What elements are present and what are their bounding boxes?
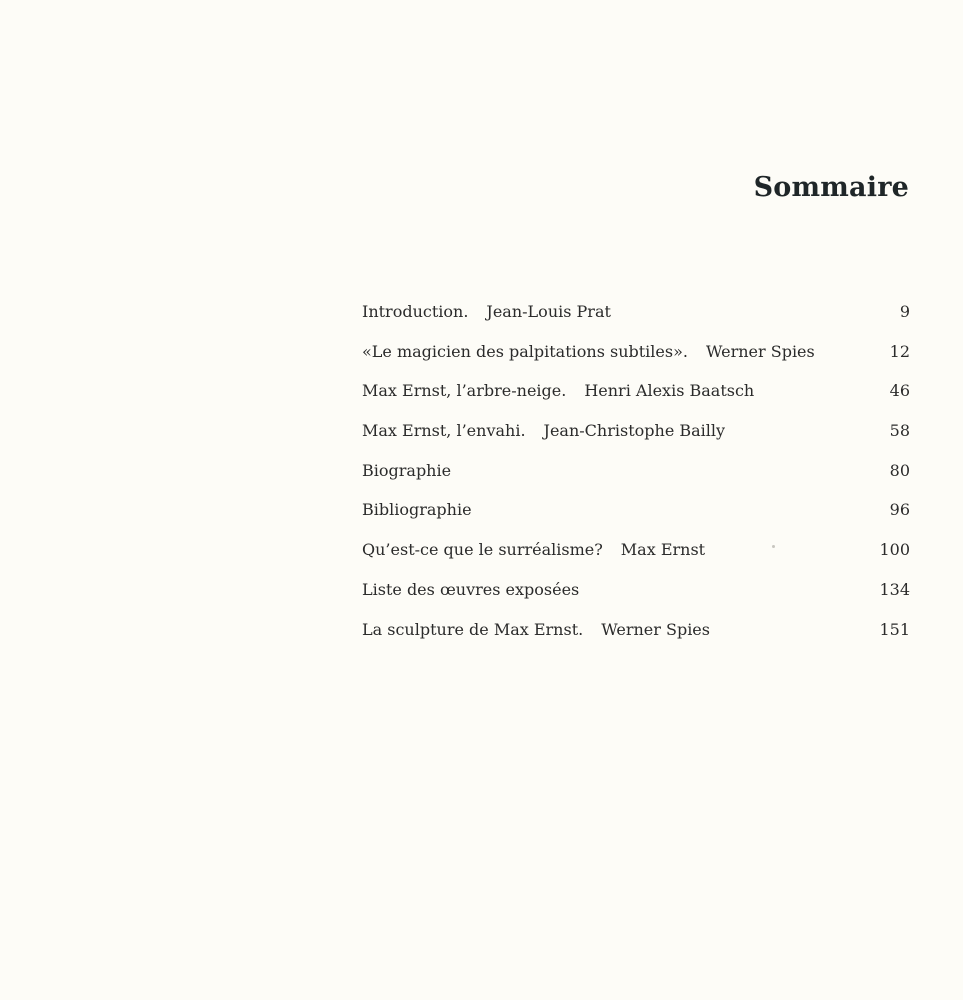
- entry-title: Max Ernst, l’arbre-neige.: [362, 381, 567, 401]
- entry-title: Introduction.: [362, 302, 469, 321]
- toc-entry: [362, 300, 910, 340]
- entry-text: [362, 379, 754, 403]
- entry-title: «Le magicien des palpitations subtiles».: [362, 341, 688, 361]
- toc-entry: [362, 578, 910, 618]
- entry-author: Jean-Louis Prat: [486, 302, 611, 321]
- entry-page-number: 151: [879, 619, 910, 639]
- paper-speck: [772, 545, 775, 548]
- entry-text: [362, 578, 579, 602]
- page-title: Sommaire: [753, 172, 909, 203]
- toc-entry: [362, 618, 910, 658]
- table-of-contents: [362, 300, 910, 657]
- entry-page-number: 100: [879, 540, 910, 560]
- entry-author: Max Ernst: [620, 540, 706, 560]
- entry-text: [362, 498, 472, 522]
- entry-page-number: 58: [889, 421, 910, 441]
- entry-author: Werner Spies: [601, 619, 710, 639]
- entry-page-number: 80: [889, 460, 910, 480]
- entry-page-number: 12: [889, 341, 910, 361]
- toc-entry: [362, 459, 910, 499]
- entry-title: Bibliographie: [362, 500, 472, 520]
- entry-page-number: 9: [899, 302, 910, 321]
- toc-entry: [362, 498, 910, 538]
- entry-text: [362, 459, 451, 483]
- entry-author: Henri Alexis Baatsch: [584, 381, 755, 401]
- toc-entry: [362, 340, 910, 380]
- entry-title: Max Ernst, l’envahi.: [362, 421, 526, 441]
- entry-text: [362, 538, 705, 562]
- entry-text: [362, 340, 815, 364]
- entry-author: Jean-Christophe Bailly: [543, 421, 726, 441]
- entry-page-number: 96: [889, 500, 910, 520]
- entry-text: [362, 300, 611, 324]
- entry-title: Qu’est-ce que le surréalisme?: [362, 540, 603, 560]
- toc-entry: [362, 379, 910, 419]
- entry-page-number: 134: [879, 579, 910, 599]
- toc-entry: [362, 538, 910, 578]
- entry-page-number: 46: [889, 381, 910, 401]
- entry-title: Biographie: [362, 460, 452, 480]
- entry-author: Werner Spies: [705, 341, 815, 361]
- entry-title: La sculpture de Max Ernst.: [362, 619, 584, 639]
- entry-text: [362, 618, 710, 642]
- entry-title: Liste des œuvres exposées: [362, 579, 580, 599]
- entry-text: [362, 419, 725, 443]
- toc-entry: [362, 419, 910, 459]
